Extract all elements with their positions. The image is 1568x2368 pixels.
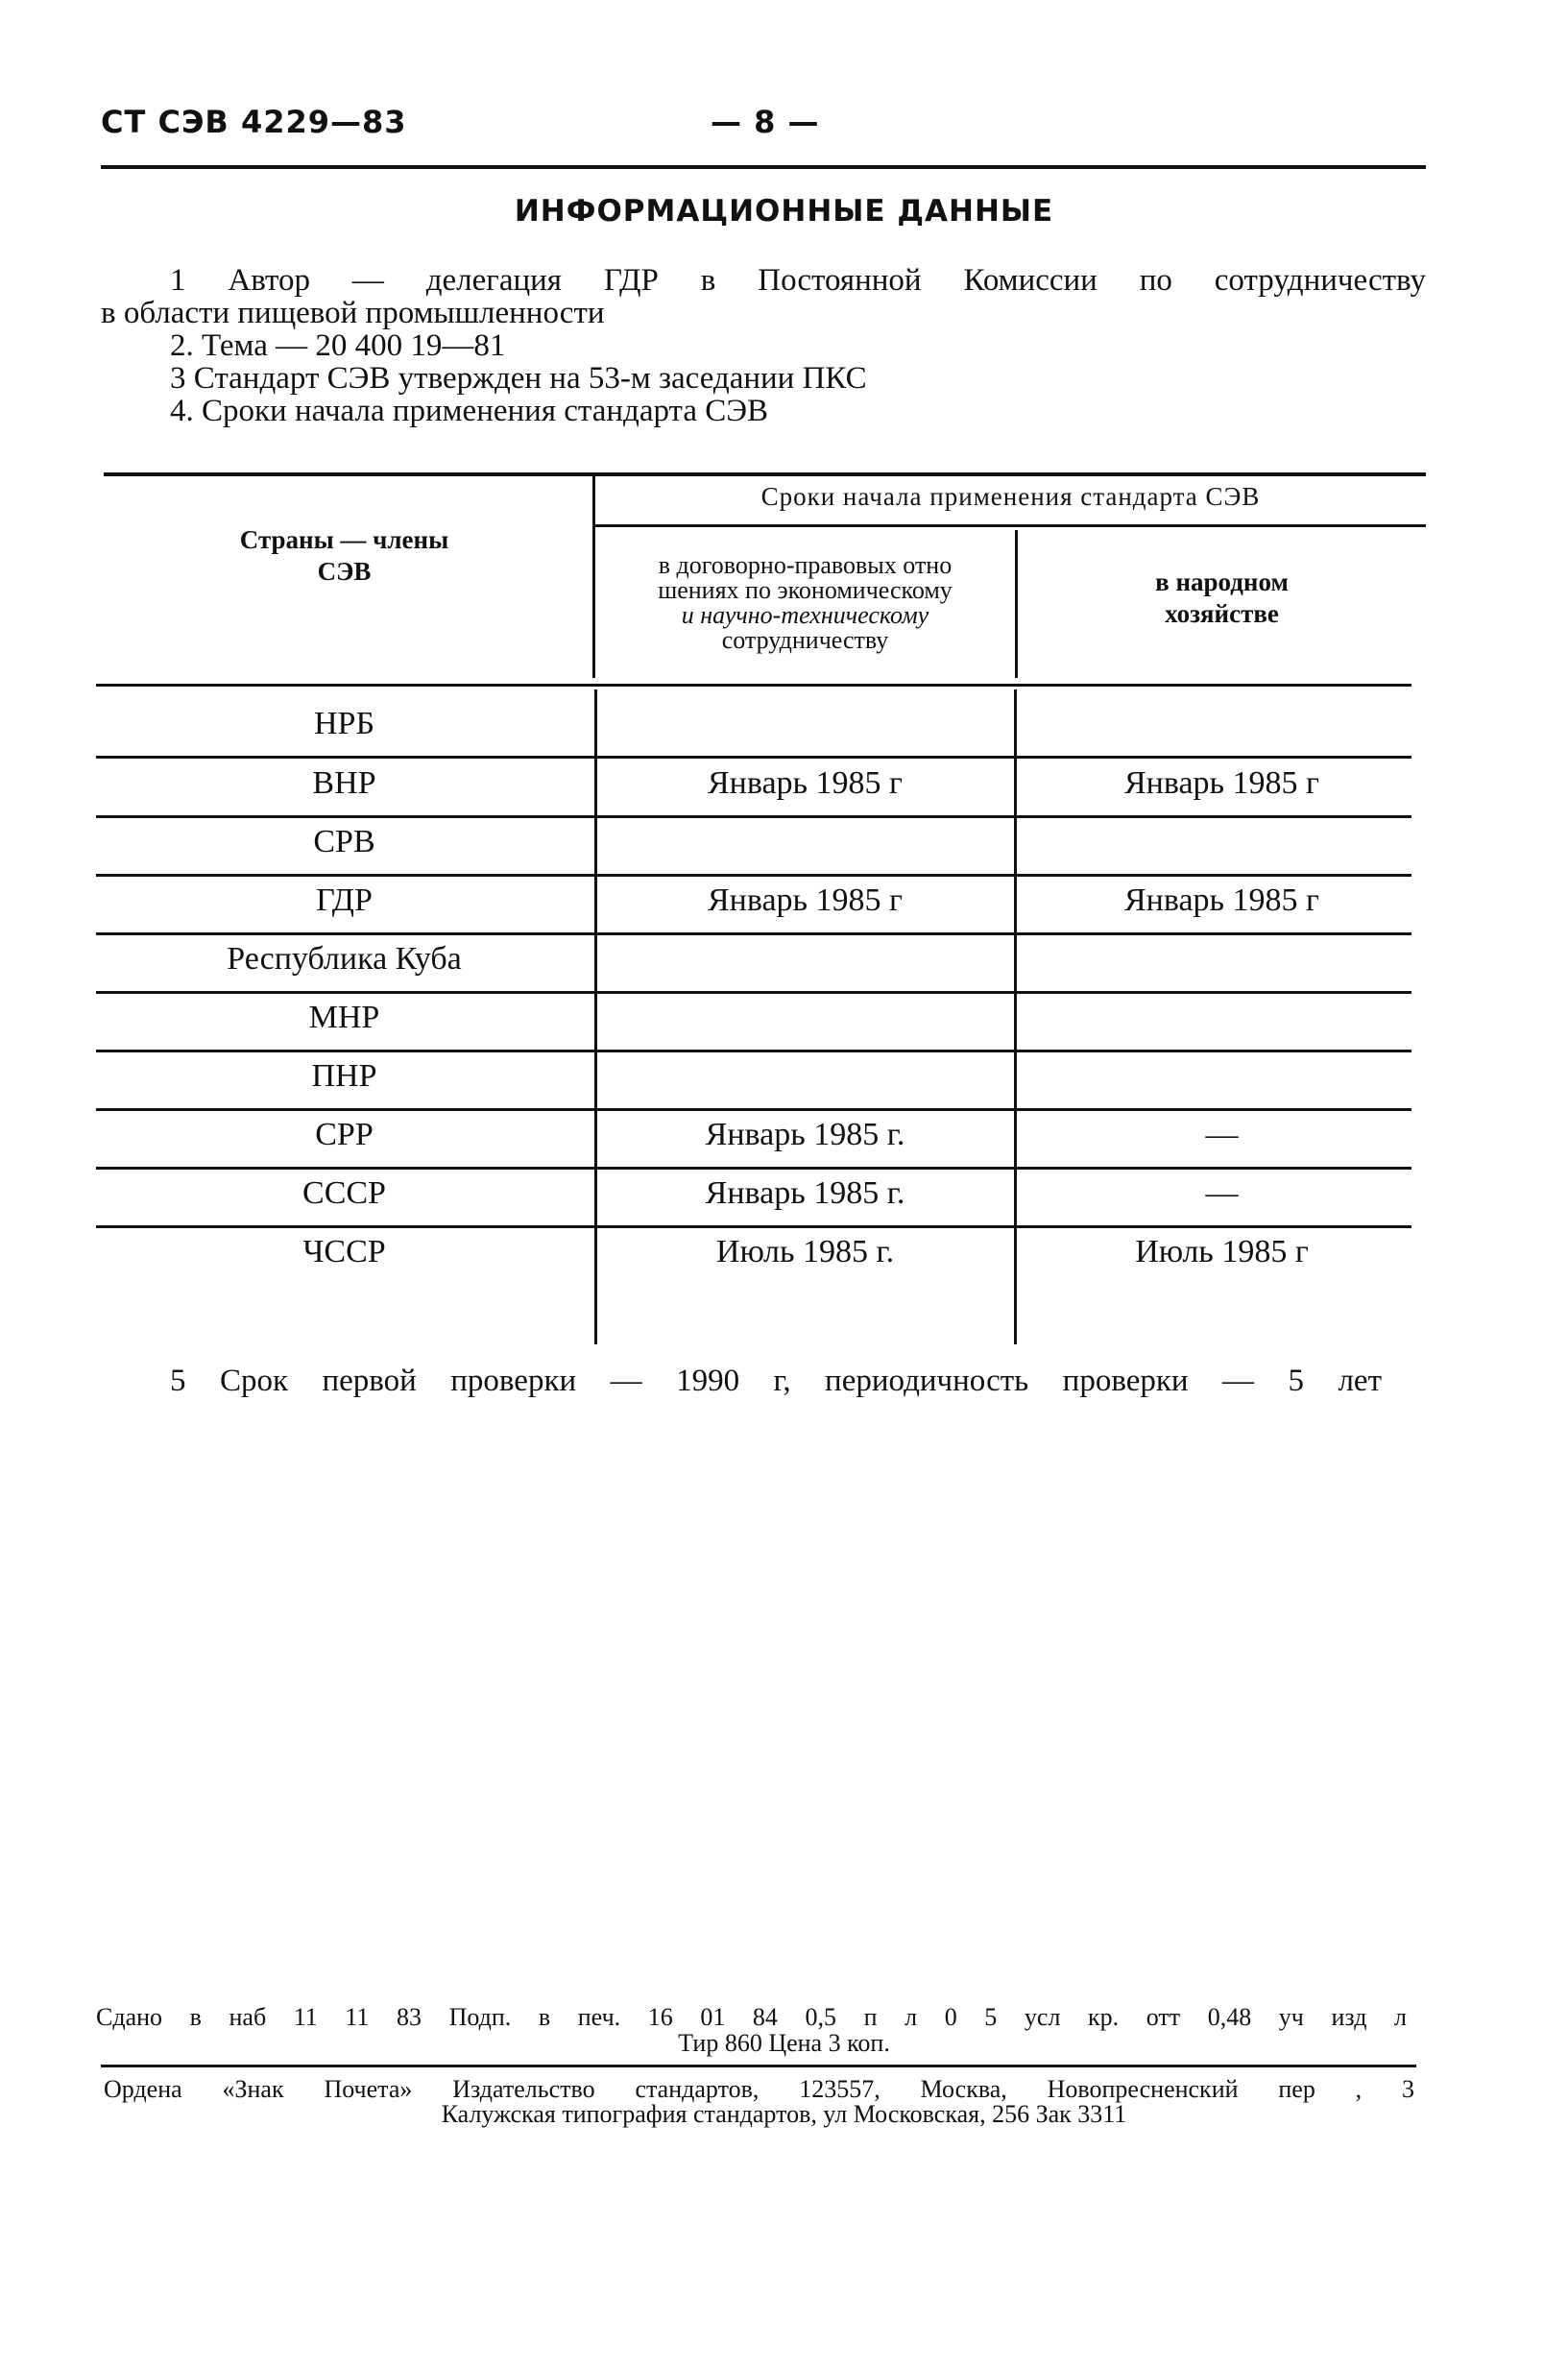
row-separator xyxy=(96,874,1411,877)
header-rule xyxy=(101,165,1426,169)
row-separator xyxy=(96,1050,1411,1052)
header-bottom-rule xyxy=(96,684,1411,687)
header-contract-relations: в договорно-правовых отно шениях по экономическому и научно-техническому сотрудничеству xyxy=(658,551,953,654)
row-separator xyxy=(96,1167,1411,1170)
country-cell: СРР xyxy=(315,1117,374,1152)
economy-date-cell: — xyxy=(1205,1175,1239,1211)
table-top-rule xyxy=(104,472,1426,476)
country-cell: Республика Куба xyxy=(227,941,462,977)
item-1-line-1: 1 Автор — делегация ГДР в Постоянной Комиссии по сотрудничеству xyxy=(170,263,1426,298)
header-country: Страны — члены СЭВ xyxy=(239,525,449,586)
item-3: 3 Стандарт СЭВ утвержден на 53-м заседании ПКС xyxy=(170,361,867,396)
contract-date-cell: Январь 1985 г xyxy=(707,765,904,801)
print-details-line-1: Сдано в наб 11 11 83 Подп. в печ. 16 01 84 0,5 п л 0 5 усл кр. отт 0,48 уч изд л xyxy=(96,2003,1407,2031)
document-code: СТ СЭВ 4229—83 xyxy=(101,104,407,140)
country-cell: НРБ xyxy=(314,706,374,741)
header-national-economy: в народном хозяйстве xyxy=(1155,568,1289,628)
economy-date-cell: Июль 1985 г xyxy=(1135,1234,1309,1269)
header-application-dates: Сроки начала применения стандарта СЭВ xyxy=(760,482,1261,511)
group-header-rule xyxy=(595,524,1426,527)
economy-date-cell: Январь 1985 г xyxy=(1123,882,1320,918)
item-4: 4. Сроки начала применения стандарта СЭВ xyxy=(170,394,769,428)
page-number: — 8 — xyxy=(711,104,820,140)
country-cell: МНР xyxy=(308,1000,380,1035)
item-2: 2. Тема — 20 400 19—81 xyxy=(170,328,506,363)
country-cell: ГДР xyxy=(316,882,373,918)
publisher-line-1: Ордена «Знак Почета» Издательство стандартов, 123557, Москва, Новопресненский пер , 3 xyxy=(104,2075,1414,2103)
economy-date-cell: Январь 1985 г xyxy=(1123,765,1320,801)
contract-date-cell: Январь 1985 г xyxy=(707,882,904,918)
footer-rule xyxy=(101,2065,1416,2067)
country-cell: СССР xyxy=(302,1175,386,1211)
row-separator xyxy=(96,815,1411,818)
row-separator xyxy=(96,756,1411,759)
contract-date-cell: Январь 1985 г. xyxy=(705,1117,905,1152)
item-5: 5 Срок первой проверки — 1990 г, периодичность проверки — 5 лет xyxy=(170,1364,1382,1398)
row-separator xyxy=(96,991,1411,994)
country-cell: ВНР xyxy=(312,765,376,801)
publisher-line-2: Калужская типография стандартов, ул Московская, 256 Зак 3311 xyxy=(441,2100,1127,2128)
section-title: ИНФОРМАЦИОННЫЕ ДАННЫЕ xyxy=(514,194,1054,229)
row-separator xyxy=(96,932,1411,935)
row-separator xyxy=(96,1108,1411,1111)
country-cell: ЧССР xyxy=(302,1234,386,1269)
country-cell: ПНР xyxy=(311,1058,377,1094)
row-separator xyxy=(96,1225,1411,1228)
economy-date-cell: — xyxy=(1205,1117,1239,1152)
contract-date-cell: Январь 1985 г. xyxy=(705,1175,905,1211)
item-1-line-2: в области пищевой промышленности xyxy=(101,296,605,330)
print-details-line-2: Тир 860 Цена 3 коп. xyxy=(678,2029,890,2057)
country-cell: СРВ xyxy=(313,824,375,859)
contract-date-cell: Июль 1985 г. xyxy=(715,1234,895,1269)
